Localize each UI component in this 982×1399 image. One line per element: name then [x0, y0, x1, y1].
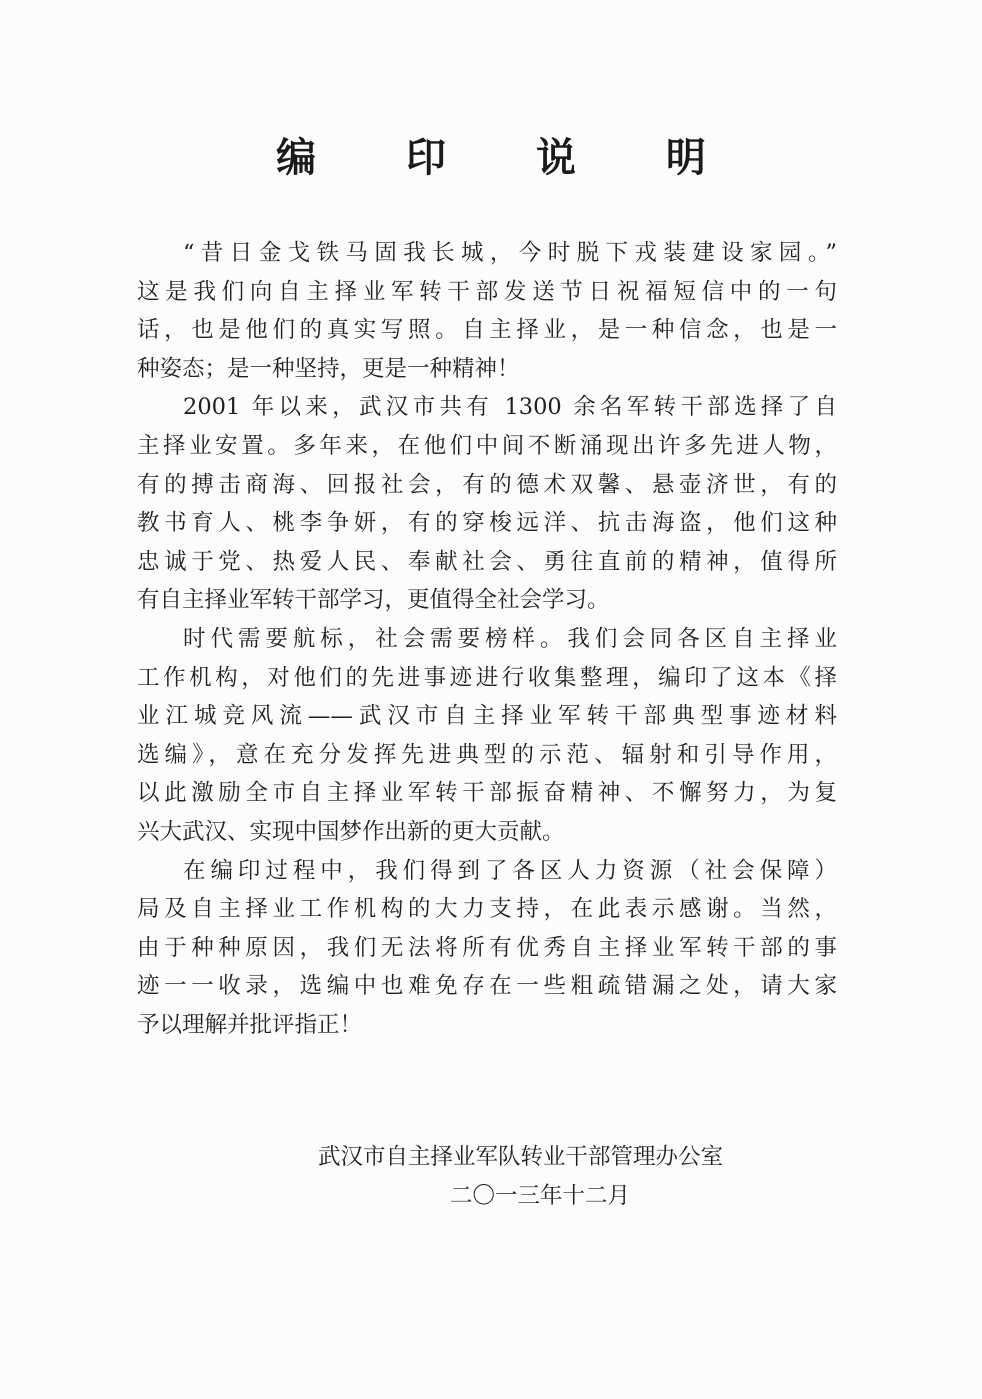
text-line: 主择业安置。多年来，在他们中间不断涌现出许多先进人物， — [137, 432, 837, 459]
document-body — [137, 234, 837, 1044]
text-line: 由于种种原因，我们无法将所有优秀自主择业军转干部的事 — [137, 934, 837, 961]
text-line: 这是我们向自主择业军转干部发送节日祝福短信中的一句 — [137, 278, 837, 305]
text-line: 有的搏击商海、回报社会，有的德术双馨、悬壶济世，有的 — [137, 471, 837, 498]
signature-date: 二〇一三年十二月 — [450, 1183, 631, 1209]
paragraph — [137, 234, 837, 388]
text-line: 忠诚于党、热爱人民、奉献社会、勇往直前的精神，值得所 — [137, 548, 837, 575]
paragraph — [137, 388, 837, 620]
text-line: 迹一一收录，选编中也难免存在一些粗疏错漏之处，请大家 — [137, 973, 837, 1000]
paragraph — [137, 852, 837, 1045]
signature-block — [318, 1138, 838, 1216]
page-title: 编 印 说 明 — [276, 134, 744, 181]
text-line: 时代需要航标，社会需要榜样。我们会同各区自主择业 — [183, 625, 837, 652]
text-line: 业江城竞风流——武汉市自主择业军转干部典型事迹材料 — [137, 703, 837, 730]
text-line: 工作机构，对他们的先进事迹进行收集整理，编印了这本《择 — [137, 664, 837, 691]
text-line: 话，也是他们的真实写照。自主择业，是一种信念，也是一 — [137, 317, 837, 344]
text-line: 选编》，意在充分发挥先进典型的示范、辐射和引导作用， — [137, 741, 837, 768]
text-line: 以此激励全市自主择业军转干部振奋精神、不懈努力，为复 — [137, 780, 837, 807]
signature-organization: 武汉市自主择业军队转业干部管理办公室 — [318, 1144, 724, 1170]
text-line: 局及自主择业工作机构的大力支持，在此表示感谢。当然， — [137, 896, 837, 923]
text-line: 在编印过程中，我们得到了各区人力资源（社会保障） — [183, 857, 837, 884]
text-line: 予以理解并批评指正！ — [137, 1011, 363, 1038]
text-line: 教书育人、桃李争妍，有的穿梭远洋、抗击海盗，他们这种 — [137, 510, 837, 537]
text-line: 种姿态；是一种坚持，更是一种精神！ — [137, 355, 520, 382]
text-line: 2001 年以来，武汉市共有 1300 余名军转干部选择了自 — [183, 394, 837, 421]
text-line: 有自主择业军转干部学习，更值得全社会学习。 — [137, 587, 610, 614]
text-line: “昔日金戈铁马固我长城，今时脱下戎装建设家园。” — [183, 240, 837, 266]
text-line: 兴大武汉、实现中国梦作出新的更大贡献。 — [137, 818, 565, 845]
paragraph — [137, 620, 837, 852]
